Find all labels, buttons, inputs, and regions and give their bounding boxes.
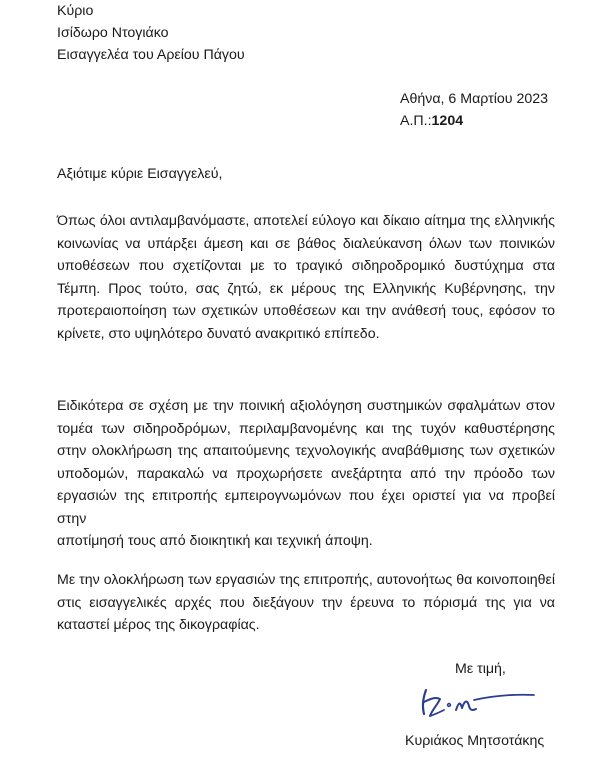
protocol-number: 1204	[431, 113, 464, 129]
paragraph-line: Με την ολοκλήρωση των εργασιών της επιτροπής, αυτονοήτως θα κοινοποιηθεί	[57, 572, 555, 588]
closing: Με τιμή,	[455, 661, 506, 677]
paragraph-line: υποδομών, παρακαλώ να προχωρήσετε ανεξάρτητα από την πρόοδο των	[57, 465, 555, 482]
paragraph-line: Τέμπη. Προς τούτο, σας ζητώ, εκ μέρους της Ελληνικής Κυβέρνησης, την	[57, 280, 555, 297]
protocol-line	[400, 110, 548, 132]
paragraph-line: στην ολοκλήρωση της απαιτούμενης τεχνολογικής αναβάθμισης των σχετικών	[57, 443, 555, 459]
paragraph-line: Ειδικότερα σε σχέση με την ποινική αξιολόγηση συστημικών σφαλμάτων στον	[57, 398, 555, 414]
addressee-title: Κύριο	[57, 3, 94, 19]
date-block	[400, 88, 548, 132]
paragraph-line: υποθέσεων που σχετίζονται με το τραγικό σιδηροδρομικό δυστύχημα στα	[57, 258, 555, 274]
paragraph-line: αποτίμησή τους από διοικητική και τεχνική άποψη.	[57, 533, 373, 549]
paragraph-line: στις εισαγγελικές αρχές που διεξάγουν την έρευνα το πόρισμά της για να	[57, 594, 555, 611]
paragraph-line: εργασιών της επιτροπής εμπειρογνωμόνων που έχει οριστεί για να προβεί στην	[57, 488, 555, 527]
paragraph-line: κοινωνίας να υπάρξει άμεση και σε βάθος διαλεύκανση όλων των ποινικών	[57, 235, 555, 252]
handwritten-signature	[412, 680, 537, 722]
paragraph-1	[57, 210, 555, 345]
letter-date: Αθήνα, 6 Μαρτίου 2023	[400, 91, 549, 107]
paragraph-line: Όπως όλοι αντιλαμβανόμαστε, αποτελεί εύλογο και δίκαιο αίτημα της ελληνικής	[57, 213, 555, 229]
signer-name: Κυριάκος Μητσοτάκης	[405, 733, 545, 749]
addressee-position: Εισαγγελέα του Αρείου Πάγου	[57, 47, 245, 63]
paragraph-line: κρίνετε, στο υψηλότερο δυνατό ανακριτικό επίπεδο.	[57, 325, 380, 342]
paragraph-line: τομέα των σιδηροδρόμων, περιλαμβανομένης και της τυχόν καθυστέρησης	[57, 420, 555, 437]
paragraph-line: προτεραιοποίηση των σχετικών υποθέσεων και την ανάθεσή τους, εφόσον το	[57, 303, 555, 319]
addressee-block	[57, 0, 245, 66]
paragraph-3	[57, 569, 555, 637]
paragraph-2	[57, 395, 555, 553]
salutation: Αξιότιμε κύριε Εισαγγελεύ,	[57, 166, 223, 182]
protocol-label: Α.Π.:	[400, 113, 432, 129]
paragraph-line: καταστεί μέρος της δικογραφίας.	[57, 617, 260, 633]
addressee-name: Ισίδωρο Ντογιάκο	[57, 25, 169, 41]
